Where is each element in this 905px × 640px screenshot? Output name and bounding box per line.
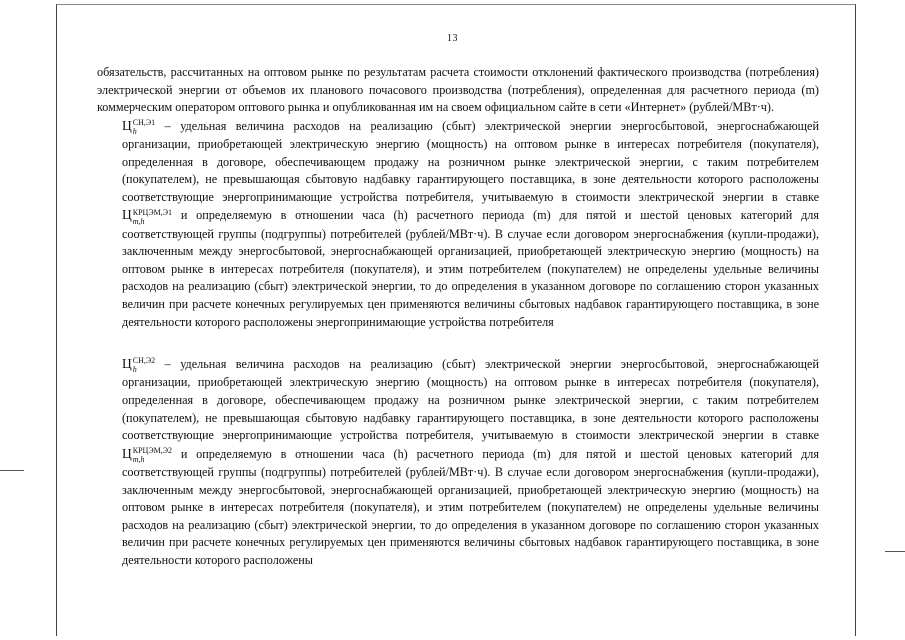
definition-2-paragraph	[97, 355, 819, 569]
definition-1-text-b: и определяемую в отношении часа (h) расчетного периода (m) для пятой и шестой ценовых категорий для соответствующей группы (подгруппы) потребителей (рублей/МВт·ч). В случае если договором энергоснабжения (купли-продажи), заключенным между энергосбытовой, энергоснабжающей организацией, приобретающей электрическую энергию (мощность) на оптовом рынке в интересах потребителя (покупателя), и этим потребителем (покупателем) не определены удельные величины расходов на реализацию (сбыт) электрической энергии, то до определения в указанном договоре по соглашению сторон указанных величин при расчете конечных регулируемых цен применяются величины сбытовых надбавок гарантирующего поставщика, в зоне деятельности которого расположены энергопринимающие устройства потребителя	[122, 208, 819, 329]
definition-2-text-b: и определяемую в отношении часа (h) расчетного периода (m) для пятой и шестой ценовых категорий для соответствующей группы (подгруппы) потребителей (рублей/МВт·ч). В случае если договором энергоснабжения (купли-продажи), заключенным между энергосбытовой, энергоснабжающей организацией, приобретающей электрическую энергию (мощность) на оптовом рынке в интересах потребителя (покупателя), и этим потребителем (покупателем) не определены удельные величины расходов на реализацию (сбыт) электрической энергии, то до определения в указанном договоре по соглашению сторон указанных величин при расчете конечных регулируемых цен применяются величины сбытовых надбавок гарантирующего поставщика, в зоне деятельности которого расположены	[122, 446, 819, 567]
definition-1-symbol: Ц СН,Э1 h	[122, 117, 156, 136]
document-body	[97, 64, 819, 569]
definition-2-text-a: – удельная величина расходов на реализацию (сбыт) электрической энергии энергосбытовой, энергоснабжающей организации, приобретающей электрическую энергию (мощность) на оптовом рынке в интересах потребителя (покупателя), определенная в договоре, обеспечивающем продажу на розничном рынке электрической энергии, с таким потребителем (покупателем), не превышающая сбытовую надбавку гарантирующего поставщика, в зоне деятельности которого расположены соответствующие энергопринимающие устройства потребителя, учитываемую в стоимости электрической энергии в ставке	[122, 357, 819, 443]
definition-1-text-a: – удельная величина расходов на реализацию (сбыт) электрической энергии энергосбытовой, энергоснабжающей организации, приобретающей электрическую энергию (мощность) на оптовом рынке в интересах потребителя (покупателя), определенная в договоре, обеспечивающем продажу на розничном рынке электрической энергии, с таким потребителем (покупателем), не превышающая сбытовую надбавку гарантирующего поставщика, в зоне деятельности которого расположены соответствующие энергопринимающие устройства потребителя, учитываемую в стоимости электрической энергии в ставке	[122, 118, 819, 204]
page-number: 13	[447, 33, 458, 44]
definition-1-rate-symbol: Ц КРЦЭМ,Э1 m,h	[122, 207, 172, 226]
definition-2-rate-symbol: Ц КРЦЭМ,Э2 m,h	[122, 445, 172, 464]
continuation-paragraph: обязательств, рассчитанных на оптовом рынке по результатам расчета стоимости отклонений фактического производства (потребления) электрической энергии от объемов их планового почасового производства (потребления), определенная для расчетного периода (m) коммерческим оператором оптового рынка и опубликованная им на своем официальном сайте в сети «Интернет» (рублей/МВт·ч).	[97, 65, 819, 115]
definition-2-symbol: Ц СН,Э2 h	[122, 356, 156, 375]
left-edge-mark	[0, 470, 24, 471]
definition-1-paragraph	[97, 117, 819, 331]
right-edge-mark	[885, 551, 905, 552]
paragraph-gap	[97, 331, 819, 355]
